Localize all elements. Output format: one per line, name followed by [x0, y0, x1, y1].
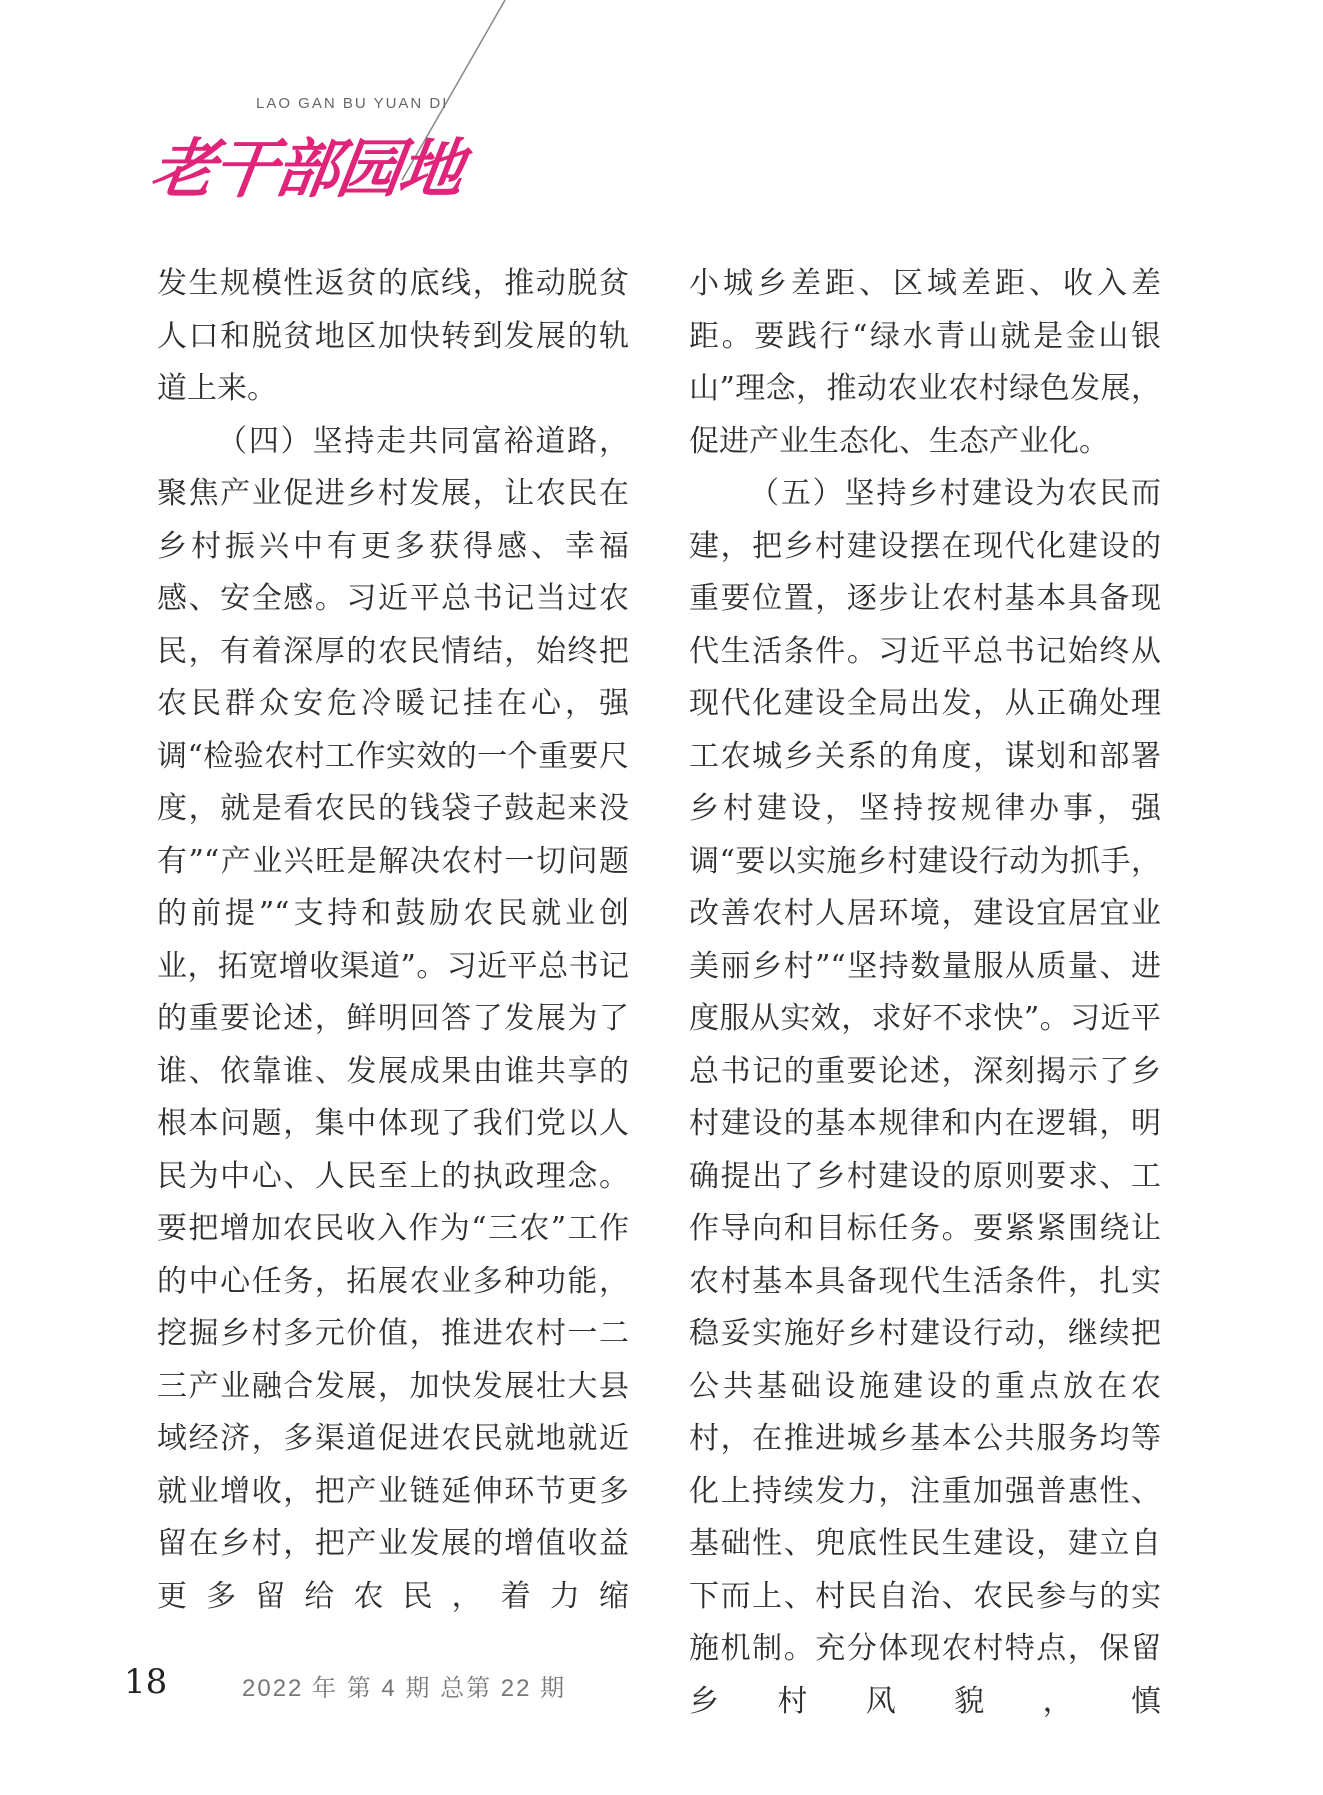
- left-text-column: [157, 258, 629, 1623]
- page-header: [0, 0, 1323, 207]
- page-number: 18: [124, 1662, 168, 1702]
- paragraph: 小城乡差距、区域差距、收入差距。要践行“绿水青山就是金山银山”理念，推动农业农村绿色发展，促进产业生态化、生态产业化。: [689, 266, 1161, 459]
- paragraph: （四）坚持走共同富裕道路，聚焦产业促进乡村发展，让农民在乡村振兴中有更多获得感、幸福感、安全感。习近平总书记当过农民，有着深厚的农民情结，始终把农民群众安危冷暖记挂在心，强调“检验农村工作实效的一个重要尺度，就是看农民的钱袋子鼓起来没有”“产业兴旺是解决农村一切问题的前提”“支持和鼓励农民就业创业，拓宽增收渠道”。习近平总书记的重要论述，鲜明回答了发展为了谁、依靠谁、发展成果由谁共享的根本问题，集中体现了我们党以人民为中心、人民至上的执政理念。要把增加农民收入作为“三农”工作的中心任务，拓展农业多种功能，挖掘乡村多元价值，推进农村一二三产业融合发展，加快发展壮大县域经济，多渠道促进农民就地就近就业增收，把产业链延伸环节更多留在乡村，把产业发展的增值收益更多留给农民，着力缩: [157, 423, 629, 1614]
- paragraph: （五）坚持乡村建设为农民而建，把乡村建设摆在现代化建设的重要位置，逐步让农村基本具备现代生活条件。习近平总书记始终从现代化建设全局出发，从正确处理工农城乡关系的角度，谋划和部署乡村建设，坚持按规律办事，强调“要以实施乡村建设行动为抓手，改善农村人居环境，建设宜居宜业美丽乡村”“坚持数量服从质量、进度服从实效，求好不求快”。习近平总书记的重要论述，深刻揭示了乡村建设的基本规律和内在逻辑，明确提出了乡村建设的原则要求、工作导向和目标任务。要紧紧围绕让农村基本具备现代生活条件，扎实稳妥实施好乡村建设行动，继续把公共基础设施建设的重点放在农村，在推进城乡基本公共服务均等化上持续发力，注重加强普惠性、基础性、兜底性民生建设，建立自下而上、村民自治、农民参与的实施机制。充分体现农村特点，保留乡村风貌，慎: [689, 476, 1161, 1719]
- page-footer: [0, 1650, 1323, 1710]
- column-title-logo: 老干部园地: [145, 132, 467, 207]
- column-subtitle: LAO GAN BU YUAN DI: [256, 95, 449, 112]
- paragraph: 发生规模性返贫的底线，推动脱贫人口和脱贫地区加快转到发展的轨道上来。: [157, 266, 629, 406]
- right-text-column: [689, 258, 1161, 1728]
- issue-info: 2022 年 第 4 期 总第 22 期: [242, 1675, 567, 1702]
